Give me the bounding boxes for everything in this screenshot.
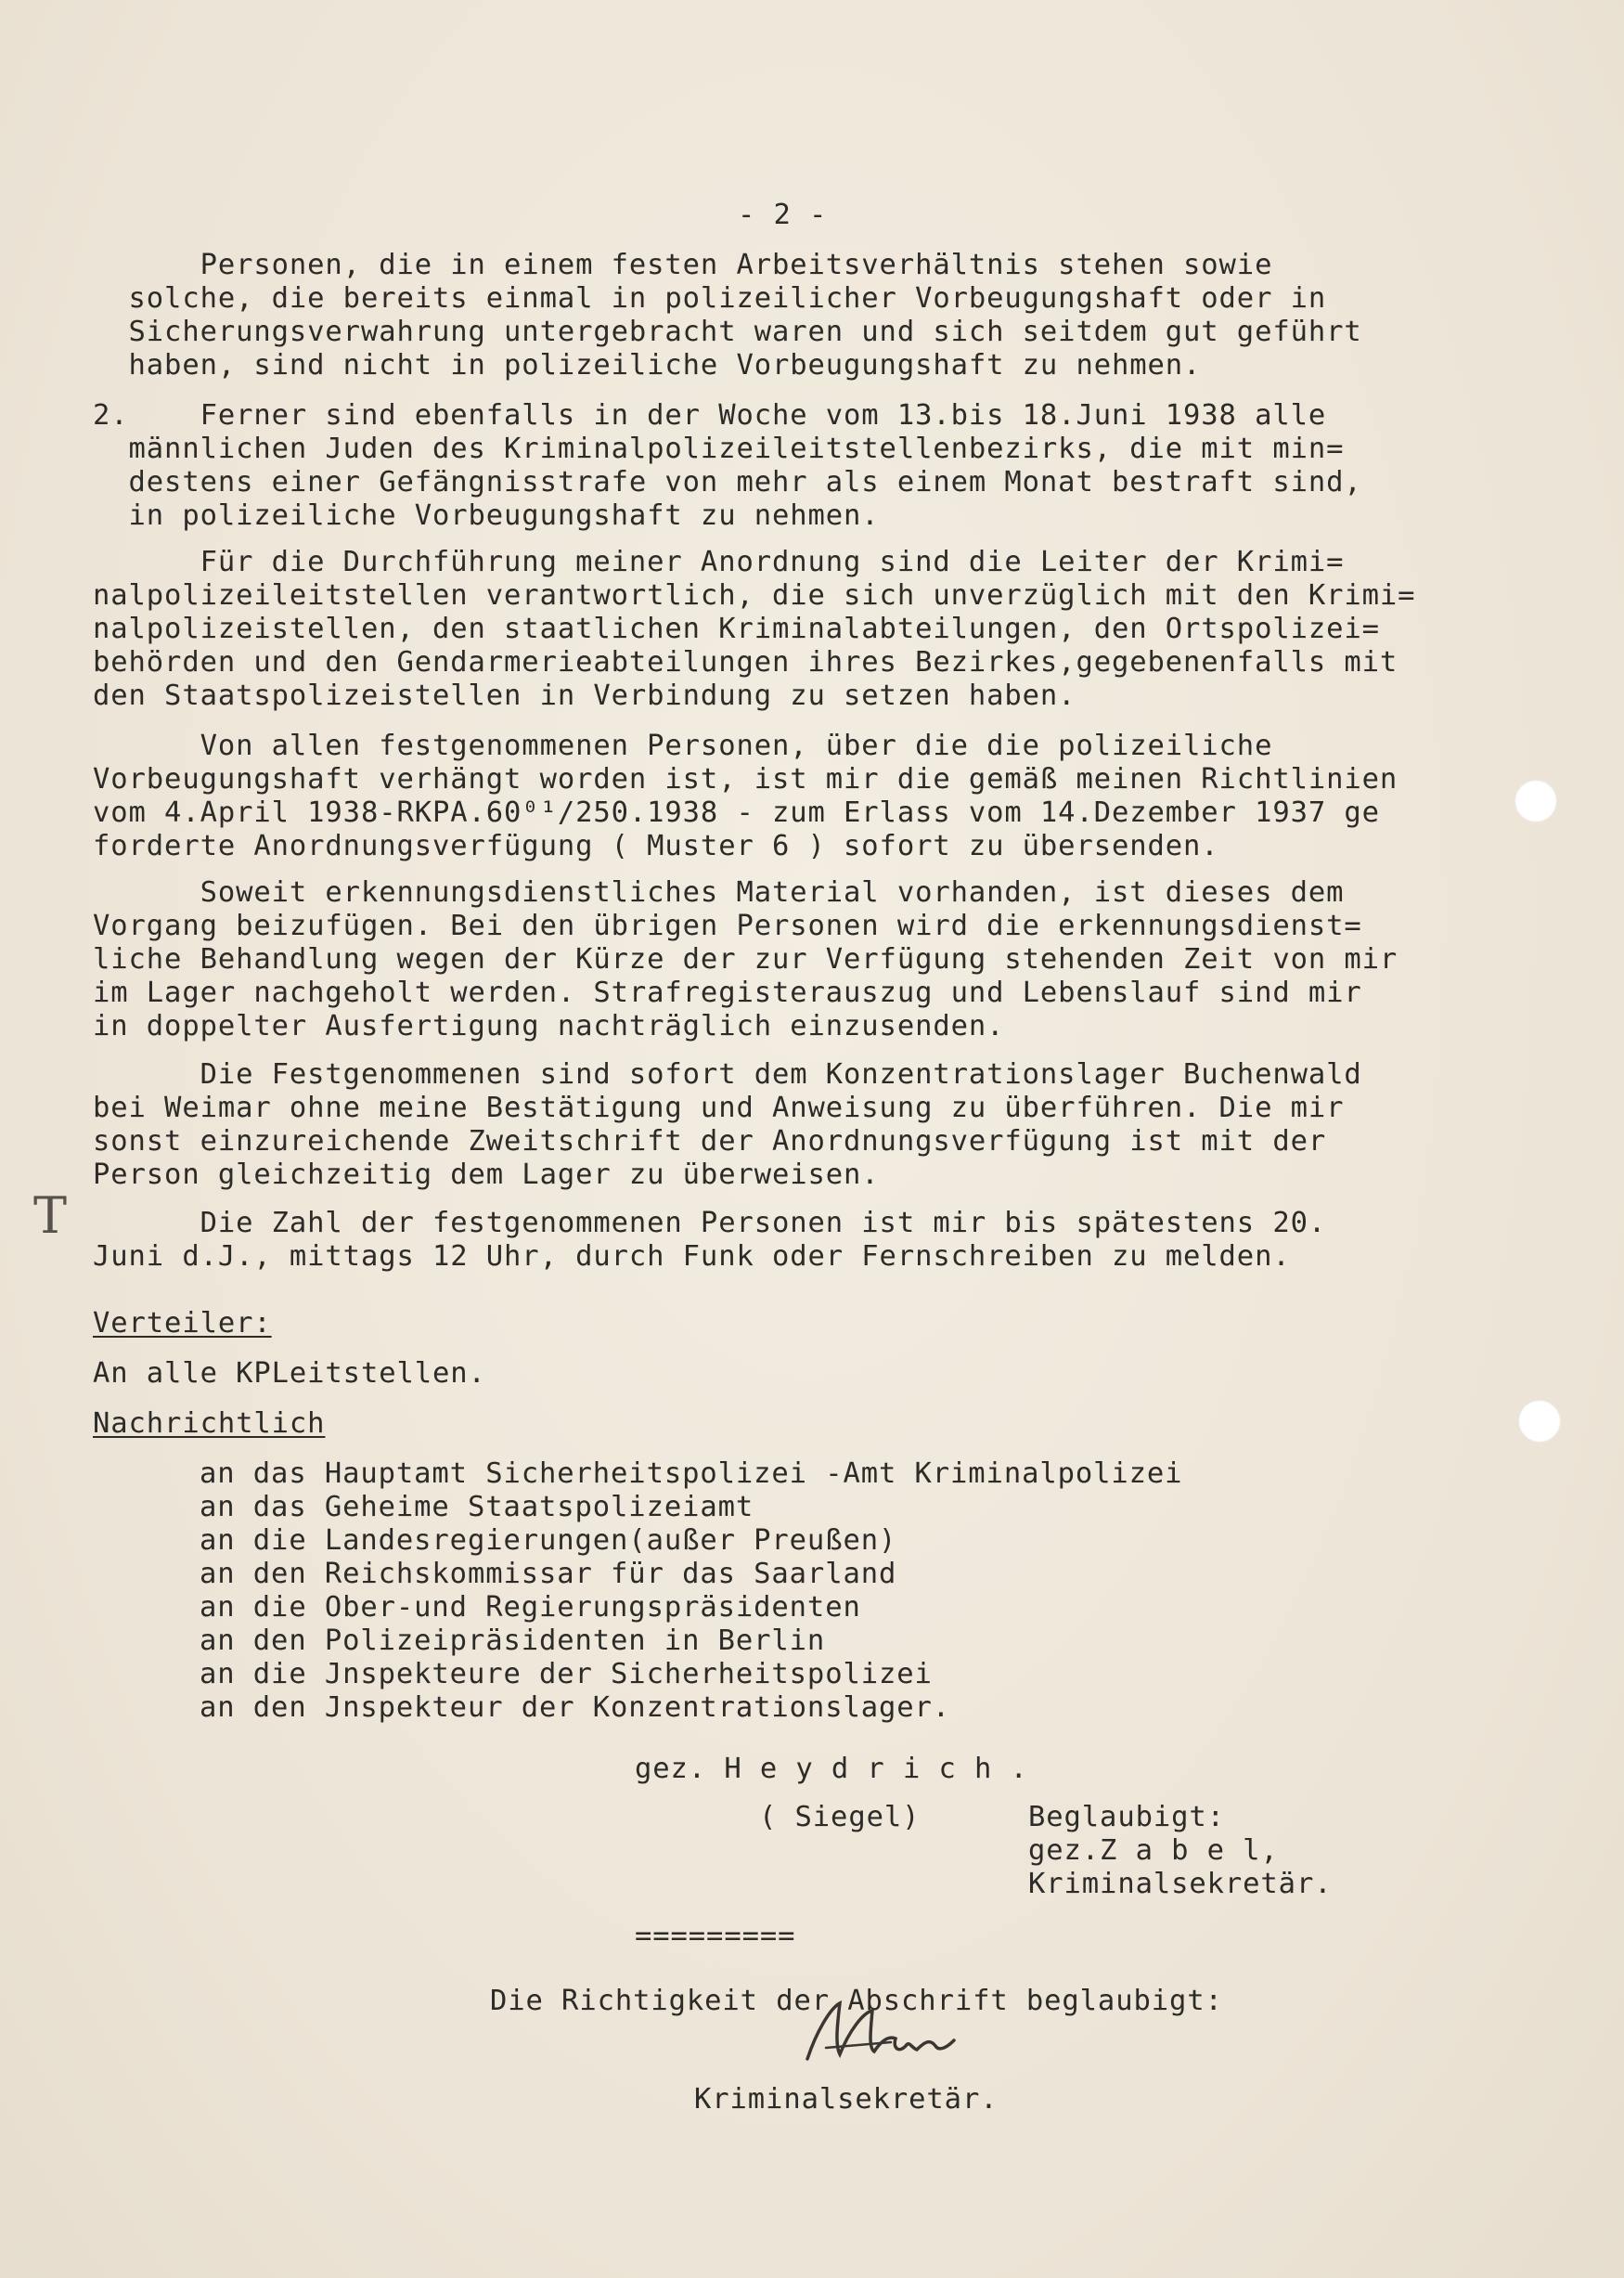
paragraph7-line: Die Zahl der festgenommenen Personen ist mir bis spätestens 20. xyxy=(93,1207,1327,1239)
paragraph2-line: 2. Ferner sind ebenfalls in der Woche vom 13.bis 18.Juni 1938 alle xyxy=(93,399,1327,432)
paragraph3-line: den Staatspolizeistellen in Verbindung zu setzen haben. xyxy=(93,680,1076,712)
cc-heading: Nachrichtlich xyxy=(93,1407,326,1440)
paragraph7-line: Juni d.J., mittags 12 Uhr, durch Funk oder Fernschreiben zu melden. xyxy=(93,1240,1291,1273)
certified-title: Kriminalsekretär. xyxy=(1028,1868,1333,1900)
cc-list-item: an die Jnspekteure der Sicherheitspolizei xyxy=(200,1658,933,1690)
paragraph1-line: haben, sind nicht in polizeiliche Vorbeugungshaft zu nehmen. xyxy=(93,349,1202,382)
paragraph3-line: nalpolizeileitstellen verantwortlich, die sich unverzüglich mit den Krimi= xyxy=(93,579,1416,612)
copy-certified-line: Die Richtigkeit der Abschrift beglaubigt: xyxy=(490,1985,1223,2017)
paragraph4-line: forderte Anordnungsverfügung ( Muster 6 ) sofort zu übersenden. xyxy=(93,830,1219,862)
paragraph6-line: sonst einzureichende Zweitschrift der Anordnungsverfügung ist mit der xyxy=(93,1125,1327,1158)
page-number: - 2 - xyxy=(738,199,828,231)
seal-label: ( Siegel) xyxy=(759,1801,921,1833)
distribution-line: An alle KPLeitstellen. xyxy=(93,1357,486,1390)
cc-list-item: an den Reichskommissar für das Saarland xyxy=(200,1558,897,1590)
paragraph5-line: Soweit erkennungsdienstliches Material vorhanden, ist dieses dem xyxy=(93,876,1345,909)
paragraph6-line: bei Weimar ohne meine Bestätigung und Anweisung zu überführen. Die mir xyxy=(93,1092,1345,1124)
separator: ========= xyxy=(635,1920,796,1952)
cc-list-item: an den Jnspekteur der Konzentrationslager. xyxy=(200,1691,951,1724)
paragraph3-line: behörden und den Gendarmerieabteilungen ihres Bezirkes,gegebenenfalls mit xyxy=(93,646,1398,679)
cc-list-item: an den Polizeipräsidenten in Berlin xyxy=(200,1624,826,1657)
paragraph5-line: im Lager nachgeholt werden. Strafregisterauszug und Lebenslauf sind mir xyxy=(93,977,1362,1009)
paragraph5-line: in doppelter Ausfertigung nachträglich einzusenden. xyxy=(93,1010,1005,1042)
paragraph1-line: solche, die bereits einmal in polizeilicher Vorbeugungshaft oder in xyxy=(93,282,1327,315)
certified-name: gez.Z a b e l, xyxy=(1028,1834,1279,1867)
paragraph6-line: Die Festgenommenen sind sofort dem Konzentrationslager Buchenwald xyxy=(93,1058,1362,1091)
paragraph3-line: Für die Durchführung meiner Anordnung sind die Leiter der Krimi= xyxy=(93,546,1345,578)
distribution-heading: Verteiler: xyxy=(93,1307,272,1340)
handwritten-signature-icon xyxy=(789,1994,974,2077)
cc-list-item: an die Ober-und Regierungspräsidenten xyxy=(200,1591,861,1624)
cc-list-item: an die Landesregierungen(außer Preußen) xyxy=(200,1524,897,1557)
cc-list-item: an das Hauptamt Sicherheitspolizei -Amt Kriminalpolizei xyxy=(200,1457,1183,1490)
final-title: Kriminalsekretär. xyxy=(694,2083,999,2116)
paragraph4-line: Von allen festgenommenen Personen, über die die polizeiliche xyxy=(93,730,1273,762)
paragraph4-line: Vorbeugungshaft verhängt worden ist, ist mir die gemäß meinen Richtlinien xyxy=(93,763,1398,796)
paragraph4-line: vom 4.April 1938-RKPA.60⁰¹/250.1938 - zum Erlass vom 14.Dezember 1937 ge xyxy=(93,796,1380,829)
paragraph2-line: männlichen Juden des Kriminalpolizeileitstellenbezirks, die mit min= xyxy=(93,433,1345,465)
paragraph2-line: in polizeiliche Vorbeugungshaft zu nehmen. xyxy=(93,499,880,532)
paragraph3-line: nalpolizeistellen, den staatlichen Kriminalabteilungen, den Ortspolizei= xyxy=(93,613,1380,645)
paragraph5-line: Vorgang beizufügen. Bei den übrigen Personen wird die erkennungsdienst= xyxy=(93,910,1362,942)
punch-hole xyxy=(1518,1400,1561,1443)
certified-label: Beglaubigt: xyxy=(1028,1801,1225,1833)
paragraph1-line: Personen, die in einem festen Arbeitsverhältnis stehen sowie xyxy=(93,249,1273,281)
paragraph2-line: destens einer Gefängnisstrafe von mehr als einem Monat bestraft sind, xyxy=(93,466,1362,498)
paragraph1-line: Sicherungsverwahrung untergebracht waren und sich seitdem gut geführt xyxy=(93,316,1362,348)
signature-heydrich: gez. H e y d r i c h . xyxy=(635,1753,1028,1785)
cc-list-item: an das Geheime Staatspolizeiamt xyxy=(200,1491,754,1523)
punch-hole xyxy=(1514,780,1557,822)
paragraph5-line: liche Behandlung wegen der Kürze der zur Verfügung stehenden Zeit von mir xyxy=(93,943,1398,976)
margin-mark: T xyxy=(33,1186,68,1245)
paragraph6-line: Person gleichzeitig dem Lager zu überweisen. xyxy=(93,1158,880,1191)
